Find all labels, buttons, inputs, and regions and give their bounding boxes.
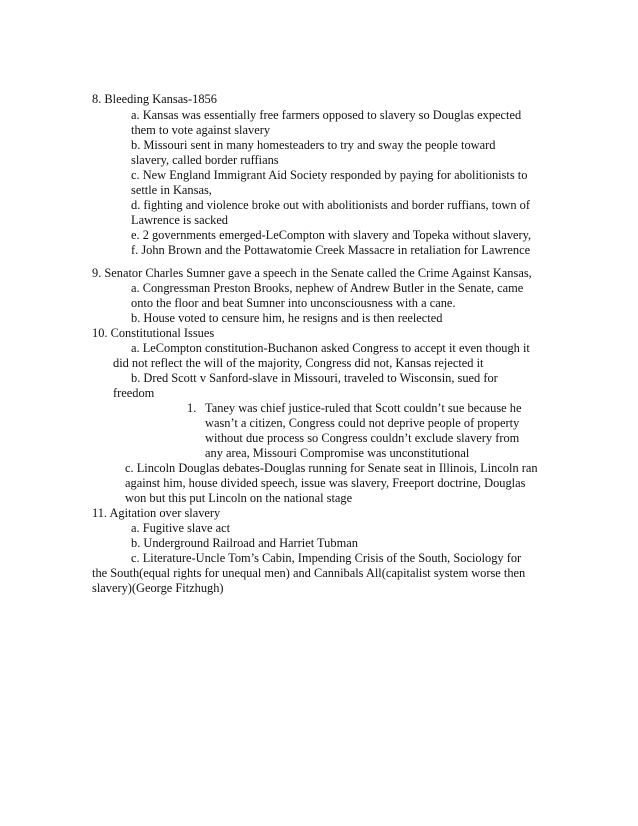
text-line: a. LeCompton constitution-Buchanon asked Congress to accept it even though it xyxy=(131,341,530,355)
section-11-heading: 11. Agitation over slavery xyxy=(92,506,221,520)
text-line: did not reflect the will of the majority, Congress did not, Kansas rejected it xyxy=(113,356,484,370)
text-line: settle in Kansas, xyxy=(131,183,212,197)
text-line: c. Literature-Uncle Tom’s Cabin, Impending Crisis of the South, Sociology for xyxy=(131,551,522,565)
list-number: 1. xyxy=(187,401,197,415)
text-line: b. Dred Scott v Sanford-slave in Missouri, traveled to Wisconsin, sued for xyxy=(131,371,498,385)
text-line: b. Underground Railroad and Harriet Tubman xyxy=(131,536,358,550)
text-line: slavery)(George Fitzhugh) xyxy=(92,581,224,595)
text-line: d. fighting and violence broke out with abolitionists and border ruffians, town of xyxy=(131,198,530,212)
text-line: slavery, called border ruffians xyxy=(131,153,279,167)
text-line: f. John Brown and the Pottawatomie Creek Massacre in retaliation for Lawrence xyxy=(131,243,531,257)
text-line: b. Missouri sent in many homesteaders to try and sway the people toward xyxy=(131,138,496,152)
text-line: a. Kansas was essentially free farmers opposed to slavery so Douglas expected xyxy=(131,108,522,122)
text-line: wasn’t a citizen, Congress could not deprive people of property xyxy=(205,416,520,430)
text-line: e. 2 governments emerged-LeCompton with slavery and Topeka without slavery, xyxy=(131,228,532,242)
section-8-heading: 8. Bleeding Kansas-1856 xyxy=(92,92,217,106)
text-line: Taney was chief justice-ruled that Scott couldn’t sue because he xyxy=(205,401,522,415)
text-line: b. House voted to censure him, he resigns and is then reelected xyxy=(131,311,443,325)
text-line: c. Lincoln Douglas debates-Douglas running for Senate seat in Illinois, Lincoln ran xyxy=(125,461,538,475)
text-line: c. New England Immigrant Aid Society responded by paying for abolitionists to xyxy=(131,168,528,182)
text-line: freedom xyxy=(113,386,155,400)
text-line: won but this put Lincoln on the national stage xyxy=(125,491,353,505)
text-line: any area, Missouri Compromise was unconstitutional xyxy=(205,446,470,460)
text-line: against him, house divided speech, issue was slavery, Freeport doctrine, Douglas xyxy=(125,476,526,490)
text-line: Lawrence is sacked xyxy=(131,213,229,227)
text-line: a. Congressman Preston Brooks, nephew of Andrew Butler in the Senate, came xyxy=(131,281,524,295)
text-line: without due process so Congress couldn’t exclude slavery from xyxy=(205,431,520,445)
section-10-heading: 10. Constitutional Issues xyxy=(92,326,215,340)
text-line: onto the floor and beat Sumner into unconsciousness with a cane. xyxy=(131,296,456,310)
text-line: them to vote against slavery xyxy=(131,123,271,137)
text-line: the South(equal rights for unequal men) and Cannibals All(capitalist system worse then xyxy=(92,566,526,580)
text-line: a. Fugitive slave act xyxy=(131,521,231,535)
section-9-heading: 9. Senator Charles Sumner gave a speech in the Senate called the Crime Against Kansas, xyxy=(92,266,532,280)
